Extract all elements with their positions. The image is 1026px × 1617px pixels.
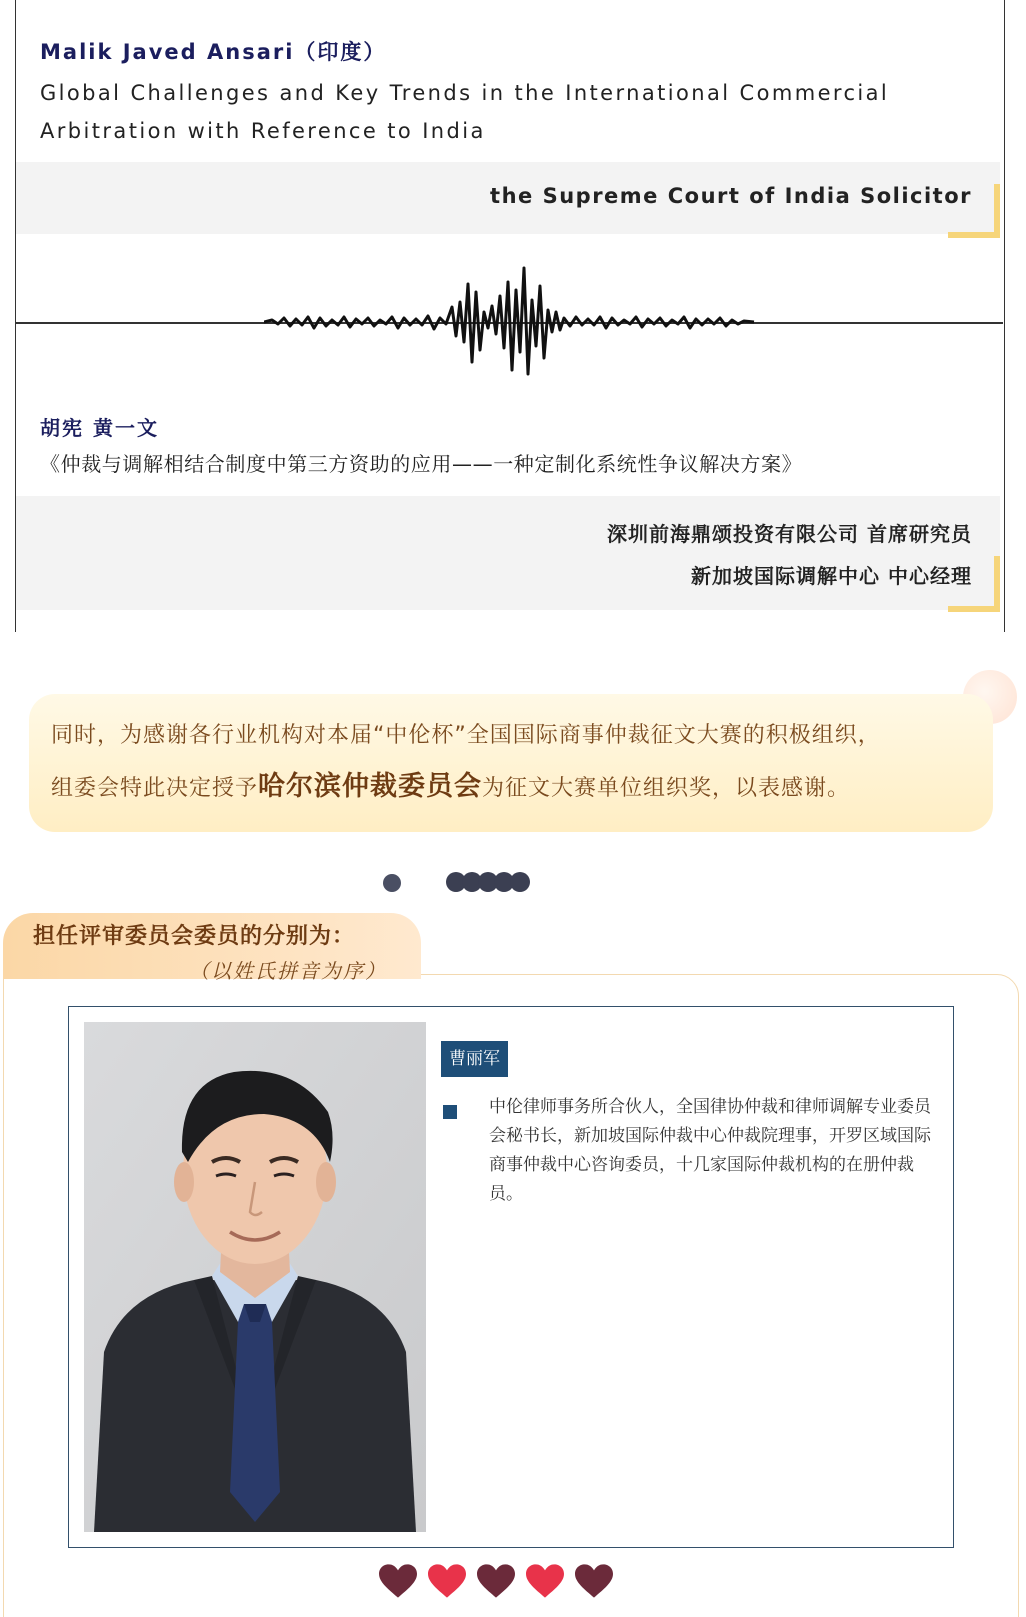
yellow-corner-horizontal (948, 606, 1000, 612)
speaker-box (15, 0, 1005, 632)
heart-icon (477, 1564, 515, 1598)
yellow-corner-vertical (994, 184, 1000, 238)
soundwave-icon (264, 262, 764, 382)
committee-header-tab (3, 913, 421, 983)
yellow-corner-vertical (994, 556, 1000, 612)
speaker1-paper-title (40, 74, 1000, 150)
heart-icon (428, 1564, 466, 1598)
member-card (68, 1006, 954, 1548)
thanks-line-2-prefix: 组委会特此决定授予 (51, 776, 259, 801)
speaker2-names: 胡宪 黄一文 (40, 416, 159, 440)
award-organization: 哈尔滨仲裁委员会 (258, 771, 483, 802)
yellow-corner-horizontal (948, 232, 1000, 238)
speaker1-title-line2: Arbitration with Reference to India (40, 119, 486, 143)
speaker2-affiliation-2: 新加坡国际调解中心 中心经理 (691, 564, 972, 588)
member-bio: 中伦律师事务所合伙人，全国律协仲裁和律师调解专业委员会秘书长，新加坡国际仲裁中心仲裁院理事，开罗区域国际商事仲裁中心咨询委员，十几家国际仲裁机构的在册仲裁员。 (489, 1097, 931, 1204)
speaker1-title-line1: Global Challenges and Key Trends in the International Commercial (40, 81, 890, 105)
thanks-banner (29, 694, 993, 832)
portrait-image (84, 1022, 426, 1532)
committee-subheading: （以姓氏拼音为序） (189, 959, 387, 983)
speaker1-affiliation: the Supreme Court of India Solicitor (490, 184, 972, 208)
speaker1-name: Malik Javed Ansari（印度） (40, 40, 387, 64)
speaker2-paper-title: 《仲裁与调解相结合制度中第三方资助的应用——一种定制化系统性争议解决方案》 (40, 452, 803, 476)
decorative-hearts (0, 1564, 1026, 1604)
dot-icon (510, 872, 530, 892)
member-name-badge: 曹丽军 (441, 1041, 508, 1077)
heart-icon (526, 1564, 564, 1598)
speaker1-affiliation-band (16, 162, 1000, 234)
heart-icon (575, 1564, 613, 1598)
heart-icon (379, 1564, 417, 1598)
thanks-line-1: 同时，为感谢各行业机构对本届“中伦杯”全国国际商事仲裁征文大赛的积极组织， (51, 723, 881, 748)
decorative-dots (0, 872, 1026, 896)
thanks-line-2-suffix: 为征文大赛单位组织奖，以表感谢。 (482, 776, 851, 801)
square-bullet-icon (443, 1105, 457, 1119)
speaker2-affiliation-band (16, 496, 1000, 610)
member-photo (84, 1022, 426, 1532)
speaker2-affiliation-1: 深圳前海鼎颂投资有限公司 首席研究员 (607, 522, 972, 546)
thanks-line-2 (51, 764, 850, 803)
dot-icon (383, 874, 401, 892)
committee-heading: 担任评审委员会委员的分别为： (33, 924, 356, 949)
